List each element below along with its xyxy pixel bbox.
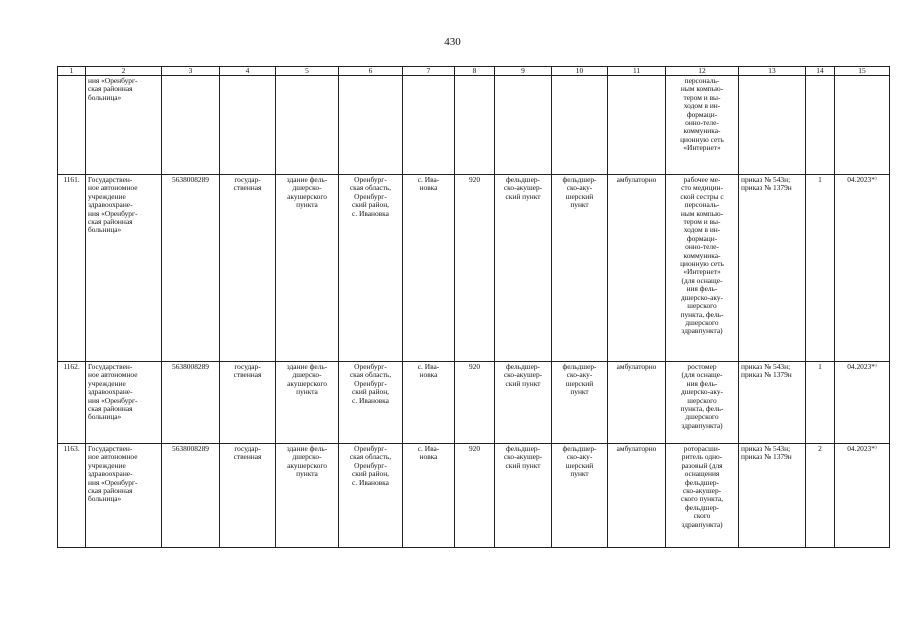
row-number-cell xyxy=(58,76,86,175)
building-cell: здание фель- дшерско- акушерского пункта xyxy=(276,444,339,548)
column-number: 4 xyxy=(220,67,276,76)
code-cell: 920 xyxy=(455,444,495,548)
care-type-cell xyxy=(608,76,666,175)
quantity-cell xyxy=(806,76,835,175)
care-type-cell: амбулаторно xyxy=(608,175,666,362)
column-number: 14 xyxy=(806,67,835,76)
column-number: 15 xyxy=(835,67,890,76)
date-cell: 04.2023*⁾ xyxy=(835,175,890,362)
inn-cell: 5638008289 xyxy=(162,362,220,444)
page-number: 430 xyxy=(444,36,461,48)
column-number: 5 xyxy=(276,67,339,76)
column-number: 1 xyxy=(58,67,86,76)
building-cell xyxy=(276,76,339,175)
table-row xyxy=(58,362,890,444)
ownership-cell xyxy=(220,76,276,175)
unit-cell: фельдшер- ско-аку- шерский пункт xyxy=(552,362,608,444)
inn-cell: 5638008289 xyxy=(162,444,220,548)
column-number: 8 xyxy=(455,67,495,76)
date-cell: 04.2023*⁾ xyxy=(835,362,890,444)
care-type-cell: амбулаторно xyxy=(608,444,666,548)
unit-type-cell: фельдшер- ско-акушер- ский пункт xyxy=(495,444,552,548)
column-number: 10 xyxy=(552,67,608,76)
unit-cell xyxy=(552,76,608,175)
unit-cell: фельдшер- ско-аку- шерский пункт xyxy=(552,175,608,362)
organization-cell: ния «Оренбург- ская районная больница» xyxy=(86,76,162,175)
table-row xyxy=(58,444,890,548)
equipment-cell: роторасши- ритель одно- разовый (для оснащения фельдшер- ско-акушер- ского пункта, фельдшер- ского здравпункта) xyxy=(666,444,739,548)
code-cell: 920 xyxy=(455,175,495,362)
settlement-cell: с. Ива- новка xyxy=(403,175,455,362)
quantity-cell: 1 xyxy=(806,362,835,444)
address-cell xyxy=(339,76,403,175)
organization-cell: Государствен- ное автономное учреждение здравоохране- ния «Оренбург- ская районная больница» xyxy=(86,175,162,362)
organization-cell: Государствен- ное автономное учреждение здравоохране- ния «Оренбург- ская районная больница» xyxy=(86,444,162,548)
column-number: 12 xyxy=(666,67,739,76)
unit-cell: фельдшер- ско-аку- шерский пункт xyxy=(552,444,608,548)
quantity-cell: 1 xyxy=(806,175,835,362)
equipment-cell: рабочее ме- сто медицин- ской сестры с персональ- ным компью- тером и вы- ходом в ин- формаци- онно-теле- коммуника- ционную сеть «Интернет» (для оснаще- ния фель- дшерско-аку- шерского пункта, фель- дшерского здравпункта) xyxy=(666,175,739,362)
order-cell: приказ № 543н; приказ № 1379н xyxy=(739,175,806,362)
column-number: 2 xyxy=(86,67,162,76)
register-table xyxy=(57,66,890,548)
building-cell: здание фель- дшерско- акушерского пункта xyxy=(276,362,339,444)
order-cell xyxy=(739,76,806,175)
column-number: 6 xyxy=(339,67,403,76)
column-number: 9 xyxy=(495,67,552,76)
equipment-cell: персональ- ным компью- тером и вы- ходом в ин- формаци- онно-теле- коммуника- ционную сеть «Интернет» xyxy=(666,76,739,175)
table-row xyxy=(58,76,890,175)
column-number: 7 xyxy=(403,67,455,76)
code-cell xyxy=(455,76,495,175)
settlement-cell: с. Ива- новка xyxy=(403,444,455,548)
code-cell: 920 xyxy=(455,362,495,444)
column-number: 11 xyxy=(608,67,666,76)
unit-type-cell: фельдшер- ско-акушер- ский пункт xyxy=(495,175,552,362)
address-cell: Оренбург- ская область, Оренбург- ский район, с. Ивановка xyxy=(339,444,403,548)
column-number-row xyxy=(58,67,890,76)
address-cell: Оренбург- ская область, Оренбург- ский район, с. Ивановка xyxy=(339,175,403,362)
building-cell: здание фель- дшерско- акушерского пункта xyxy=(276,175,339,362)
date-cell xyxy=(835,76,890,175)
ownership-cell: государ- ственная xyxy=(220,444,276,548)
order-cell: приказ № 543н; приказ № 1379н xyxy=(739,444,806,548)
inn-cell: 5638008289 xyxy=(162,175,220,362)
settlement-cell: с. Ива- новка xyxy=(403,362,455,444)
care-type-cell: амбулаторно xyxy=(608,362,666,444)
address-cell: Оренбург- ская область, Оренбург- ский район, с. Ивановка xyxy=(339,362,403,444)
column-number: 3 xyxy=(162,67,220,76)
column-number: 13 xyxy=(739,67,806,76)
inn-cell xyxy=(162,76,220,175)
unit-type-cell: фельдшер- ско-акушер- ский пункт xyxy=(495,362,552,444)
date-cell: 04.2023*⁾ xyxy=(835,444,890,548)
settlement-cell xyxy=(403,76,455,175)
order-cell: приказ № 543н; приказ № 1379н xyxy=(739,362,806,444)
organization-cell: Государствен- ное автономное учреждение здравоохране- ния «Оренбург- ская районная больница» xyxy=(86,362,162,444)
equipment-cell: ростомер (для оснаще- ния фель- дшерско-аку- шерского пункта, фель- дшерского здравпункта) xyxy=(666,362,739,444)
row-number-cell: 1161. xyxy=(58,175,86,362)
table-row xyxy=(58,175,890,362)
unit-type-cell xyxy=(495,76,552,175)
ownership-cell: государ- ственная xyxy=(220,362,276,444)
quantity-cell: 2 xyxy=(806,444,835,548)
ownership-cell: государ- ственная xyxy=(220,175,276,362)
row-number-cell: 1163. xyxy=(58,444,86,548)
row-number-cell: 1162. xyxy=(58,362,86,444)
